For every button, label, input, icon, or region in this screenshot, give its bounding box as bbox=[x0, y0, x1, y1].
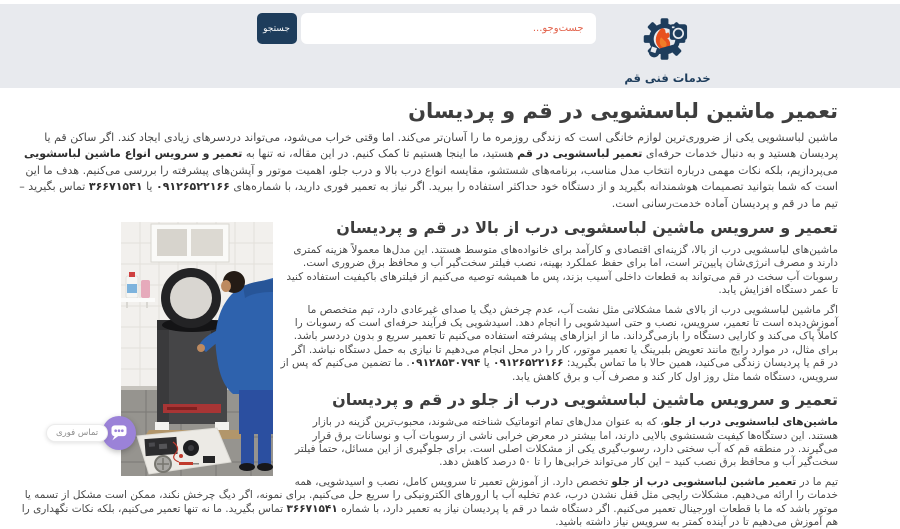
front-load-paragraph-2: تیم ما در تعمیر ماشین لباسشویی درب از جلو تخصص دارد. از آموزش تعمیر تا سرویس کامل، نصب و اسیدشویی، همه خدمات را ارائه می‌دهیم. مشکلات رایجی مثل قفل نشدن درب، عدم تخلیه آب یا ارورهای الکترونیکی را سریع حل می‌کنیم. برای نمونه، اگر دیگ چرخش نکند، ممکن است مشکل از تسمه یا موتور باشد که ما با قطعات اورجینال تعمیر می‌کنیم. اگر دستگاه شما در قم یا پردیسان نیاز به تعمیر دارد، با شماره ۳۶۶۷۱۵۴۱ تماس بگیرید. ما نه تنها تعمیر می‌کنیم، بلکه نکات نگهداری را هم آموزش می‌دهیم تا در آینده کمتر به سرویس نیاز داشته باشید. bbox=[21, 475, 838, 528]
quick-call-label[interactable]: تماس فوری bbox=[46, 424, 108, 442]
header-inner bbox=[33, 4, 900, 85]
site-title: خدمات فنی قم bbox=[624, 71, 711, 85]
chat-widget bbox=[40, 416, 136, 450]
intro-paragraph: ماشین لباسشویی یکی از ضروری‌ترین لوازم خانگی است که زندگی روزمره ما را آسان‌تر می‌کند. اما وقتی خراب می‌شود، می‌تواند دردسرهای زیادی ایجاد کند. اگر ساکن قم یا پردیسان هستید و به دنبال خدمات حرفه‌ای تعمیر لباسشویی در قم هستید، ما اینجا هستیم تا کمک کنیم. در این مقاله، نه تنها به تعمیر و سرویس انواع ماشین لباسشویی می‌پردازیم، بلکه نکات مهمی درباره انتخاب مدل مناسب، برنامه‌های شستشو، مقایسه انواع درب بالا و درب جلو، اهمیت موتور و آپشن‌های پیشرفته را بررسی می‌کنیم. هدف ما این است که شما بتوانید تصمیمات هوشمندانه بگیرید و از دستگاه خود حداکثر استفاده را ببرید. اگر نیاز به تعمیر فوری دارید، با شماره‌های ۰۹۱۲۶۵۲۲۱۶۶ یا ۳۶۶۷۱۵۴۱ تماس بگیرید – تیم ما در قم و پردیسان آماده خدمت‌رسانی است. bbox=[19, 131, 838, 210]
article bbox=[10, 99, 838, 529]
site-brand[interactable] bbox=[626, 13, 710, 85]
site-logo-icon bbox=[636, 13, 700, 69]
site-header bbox=[0, 4, 900, 88]
page-title: تعمیر ماشین لباسشویی در قم و پردیسان bbox=[408, 99, 838, 123]
chat-bubble-icon bbox=[109, 422, 129, 445]
top-load-paragraph-2: اگر ماشین لباسشویی درب از بالای شما مشکلاتی مثل نشت آب، عدم چرخش دیگ یا صدای غیرعادی دارد، تیم متخصص ما آموزش‌دیده است تا تعمیر، سرویس، نصب و حتی اسیدشویی را انجام دهد. اسیدشویی یک فرآیند حرفه‌ای است که رسوبات را کاملاً پاک می‌کند و کارایی دستگاه را بازمی‌گرداند. ما از ابزارهای پیشرفته استفاده می‌کنیم تا تعمیر سریع و بدون دردسر باشد. برای مثال، در موارد رایج مانند تعویض بلبرینگ یا تعمیر موتور، کار را در محل انجام می‌دهیم تا نیازی به حمل دستگاه نباشد. اگر در قم یا پردیسان زندگی می‌کنید، همین حالا با ما تماس بگیرید: ۰۹۱۲۶۵۲۲۱۶۶ یا ۰۹۱۲۸۵۳۰۷۹۴. ما تضمین می‌کنیم که پس از سرویس، دستگاه شما مثل روز اول کار کند و مصرف آب و برق کاهش یابد. bbox=[280, 303, 838, 383]
technician-photo bbox=[121, 222, 273, 476]
top-load-paragraph-1: ماشین‌های لباسشویی درب از بالا، گزینه‌ای اقتصادی و کارآمد برای خانواده‌های متوسط هستند. این مدل‌ها معمولاً هزینه کمتری دارند و مصرف انرژی‌شان پایین‌تر است، اما برای حفظ عملکرد بهینه، نصب فیلتر سخت‌گیر آب و محافظ برق ضروری است. رسوبات آب سخت در قم می‌تواند به قطعات داخلی آسیب بزند، پس ما همیشه توصیه می‌کنیم از فیلترهای باکیفیت استفاده کنید تا عمر دستگاه افزایش یابد. bbox=[286, 244, 838, 297]
search-button[interactable]: جستجو bbox=[257, 13, 297, 44]
search-input[interactable] bbox=[301, 13, 596, 44]
section-heading-top-load: تعمیر و سرویس ماشین لباسشویی درب از بالا در قم و پردیسان bbox=[336, 218, 838, 238]
section-heading-front-load: تعمیر و سرویس ماشین لباسشویی درب از جلو در قم و پردیسان bbox=[332, 390, 838, 410]
search-form bbox=[257, 13, 596, 44]
front-load-paragraph-1: ماشین‌های لباسشویی درب از جلو، که به عنوان مدل‌های تمام اتوماتیک شناخته می‌شوند، محبوب‌ترین گزینه در بازار هستند. این دستگاه‌ها کیفیت شستشوی بالایی دارند، اما بیشتر در معرض خرابی ناشی از رسوبات آب و نوسانات برق قرار می‌گیرند. در منطقه قم که آب سختی دارد، رسوب‌گیری یکی از مشکلات اصلی است. برای جلوگیری از این مسائل، حتماً فیلتر سخت‌گیر آب و محافظ برق نصب کنید – این کار می‌تواند خرابی‌ها را تا ۵۰ درصد کاهش دهد. bbox=[294, 416, 838, 469]
washing-machine-repair-illustration bbox=[121, 222, 273, 476]
